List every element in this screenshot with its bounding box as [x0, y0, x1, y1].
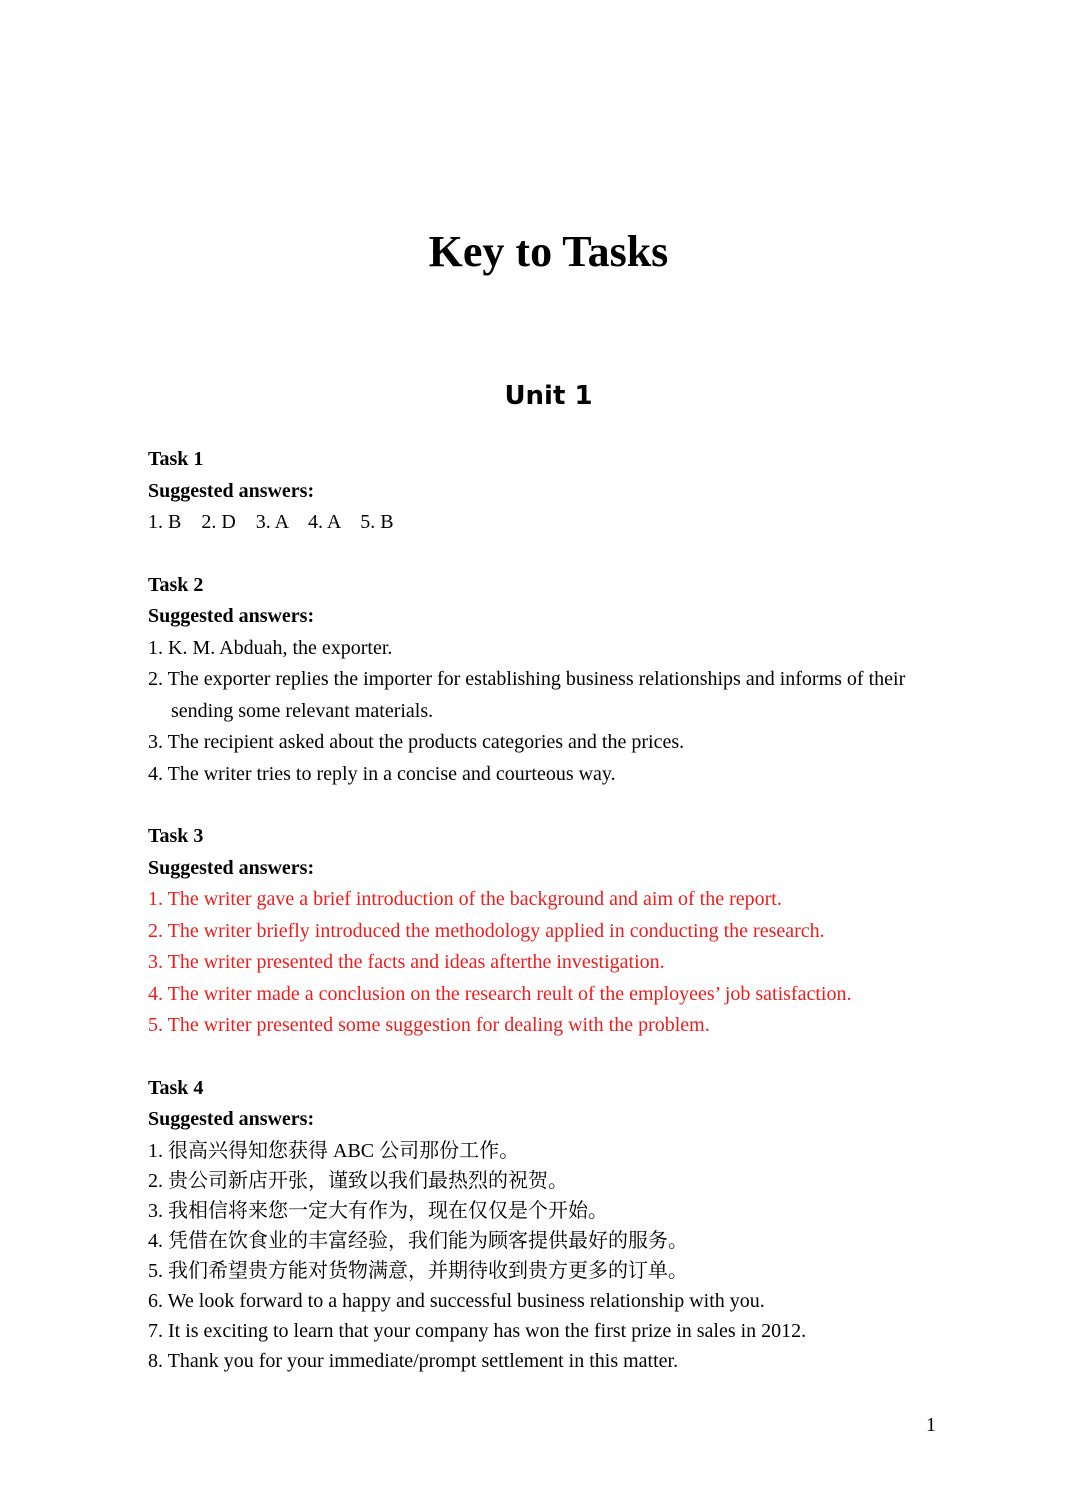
- answer-item: 2. 贵公司新店开张，谨致以我们最热烈的祝贺。: [148, 1169, 568, 1192]
- answer-item: 8. Thank you for your immediate/prompt settlement in this matter.: [148, 1349, 679, 1372]
- answer-item: 7. It is exciting to learn that your company has won the first prize in sales in 2012.: [148, 1319, 807, 1342]
- answer-item: 6. We look forward to a happy and successful business relationship with you.: [148, 1289, 765, 1312]
- answer-item: 4. The writer tries to reply in a concise and courteous way.: [148, 762, 616, 785]
- task-1-answers: 1. B 2. D 3. A 4. A 5. B: [148, 511, 394, 533]
- page-number: 1: [926, 1414, 936, 1436]
- answer-item: 3. 我相信将来您一定大有作为，现在仅仅是个开始。: [148, 1199, 608, 1222]
- answer-item: 2. The writer briefly introduced the methodology applied in conducting the research.: [148, 919, 825, 942]
- task-heading: Task 4: [148, 1076, 204, 1099]
- task-heading: Task 3: [148, 825, 204, 847]
- answer-item: 3. The recipient asked about the products categories and the prices.: [148, 731, 685, 753]
- answer-item: 4. 凭借在饮食业的丰富经验，我们能为顾客提供最好的服务。: [148, 1229, 688, 1252]
- suggested-answers-heading: Suggested answers:: [148, 479, 315, 502]
- task-1-section: [148, 444, 968, 539]
- answer-item: 5. 我们希望贵方能对货物满意，并期待收到贵方更多的订单。: [148, 1259, 688, 1282]
- unit-title: Unit 1: [504, 381, 593, 411]
- task-heading: Task 2: [148, 573, 204, 596]
- task-2-section: [148, 570, 968, 791]
- answer-item: 3. The writer presented the facts and ideas afterthe investigation.: [148, 951, 665, 973]
- suggested-answers-heading: Suggested answers:: [148, 1108, 315, 1130]
- answer-key-content: [148, 444, 968, 1376]
- answer-item: 5. The writer presented some suggestion for dealing with the problem.: [148, 1014, 710, 1036]
- suggested-answers-heading: Suggested answers:: [148, 856, 315, 879]
- answer-list: [148, 633, 968, 791]
- answer-list: [148, 1136, 968, 1376]
- answer-list: [148, 884, 968, 1042]
- page-title: Key to Tasks: [428, 227, 669, 276]
- answer-item: 2. The exporter replies the importer for establishing business relationships and informs of their sending some relevant materials.: [148, 668, 906, 722]
- answer-item: 1. The writer gave a brief introduction of the background and aim of the report.: [148, 888, 782, 910]
- task-4-section: [148, 1073, 968, 1376]
- answer-item: 1. 很高兴得知您获得 ABC 公司那份工作。: [148, 1139, 520, 1162]
- task-heading: Task 1: [148, 448, 204, 470]
- answer-item: 4. The writer made a conclusion on the research reult of the employees’ job satisfaction.: [148, 982, 852, 1005]
- suggested-answers-heading: Suggested answers:: [148, 605, 315, 627]
- task-3-section: [148, 821, 968, 1042]
- answer-item: 1. K. M. Abduah, the exporter.: [148, 636, 393, 659]
